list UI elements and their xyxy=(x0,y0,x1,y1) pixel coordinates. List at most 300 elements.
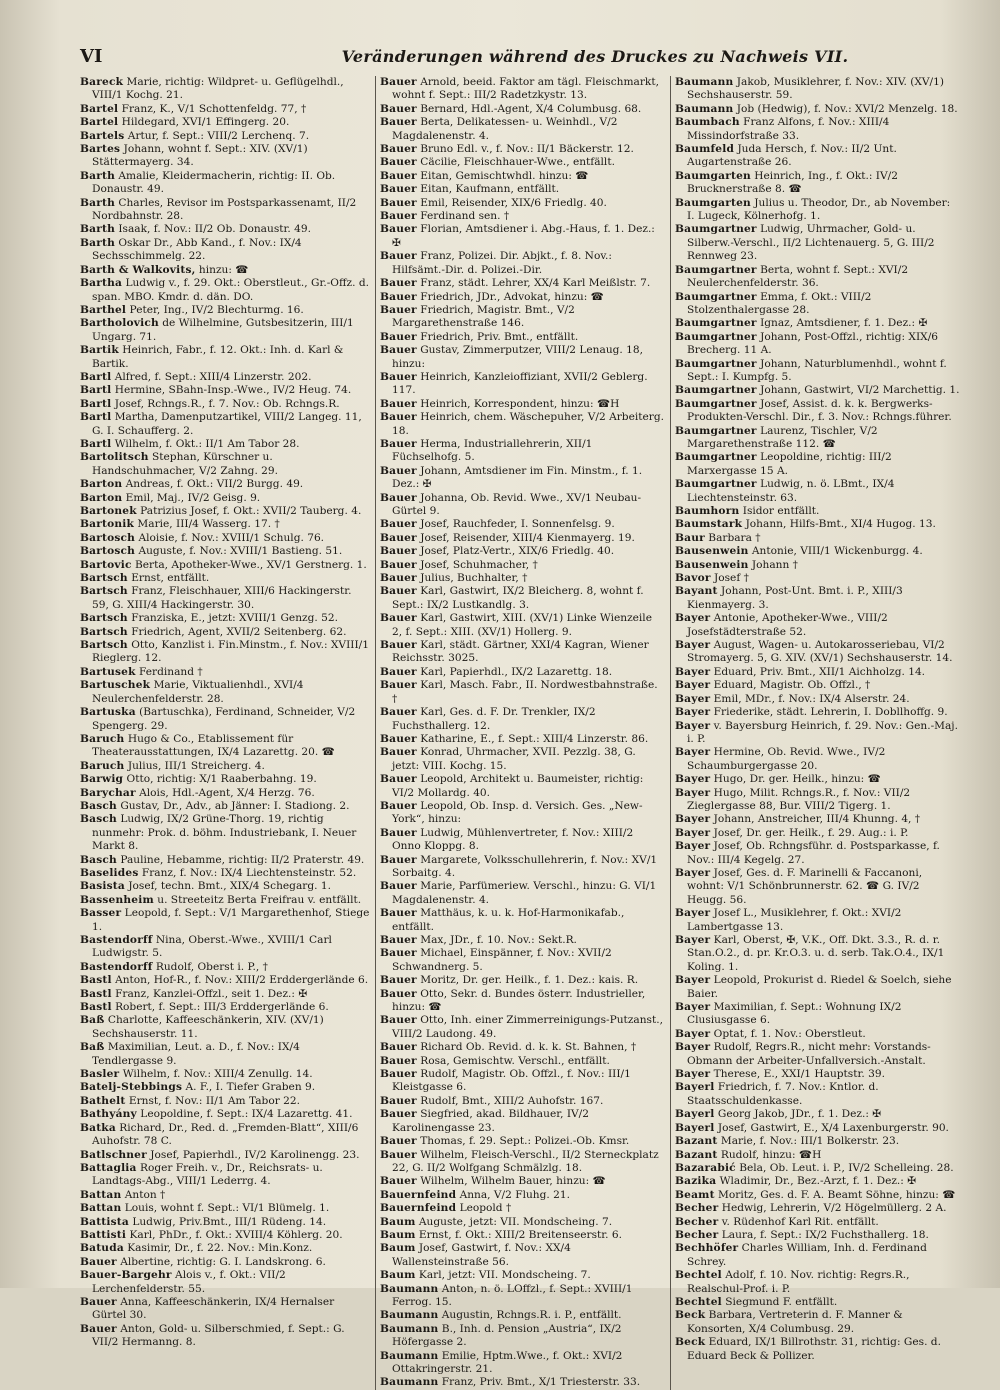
directory-entry xyxy=(380,532,665,545)
entry-details: Augustin, Rchngs.R. i. P., entfällt. xyxy=(441,1309,622,1322)
directory-entry xyxy=(380,1175,665,1188)
entry-details: Leopoldine, f. Sept.: IX/4 Lazarettg. 41. xyxy=(140,1108,353,1121)
entry-details: Barbara, Vertreterin d. F. Manner & Konsorten, X/4 Columbusg. 29. xyxy=(687,1309,903,1335)
entry-surname: Bauer xyxy=(380,639,417,652)
entry-details: Leopoldine, richtig: III/2 Marxergasse 15 A. xyxy=(687,451,892,477)
entry-details: Marie, Parfümeriew. Verschl., hinzu: G. VI/1 Magdalenenstr. 4. xyxy=(392,880,657,906)
entry-details: Rudolf, Oberst i. P., † xyxy=(155,960,268,973)
entry-details: Friedrich, Agent, XVII/2 Seitenberg. 62. xyxy=(131,625,347,638)
directory-entry xyxy=(380,827,665,854)
entry-surname: Bazika xyxy=(675,1175,717,1188)
directory-entry xyxy=(380,250,665,277)
entry-details: Emma, f. Okt.: VIII/2 Stolzenthalergasse 28. xyxy=(687,290,872,316)
entry-details: Ludwig, Priv.Bmt., III/1 Rüdeng. 14. xyxy=(132,1215,327,1228)
entry-surname: Baumann xyxy=(380,1309,439,1322)
directory-entry xyxy=(80,237,370,264)
directory-entry xyxy=(675,116,960,143)
column-2 xyxy=(375,76,665,1390)
entry-surname: Bathyány xyxy=(80,1108,137,1121)
directory-entry xyxy=(380,1283,665,1310)
entry-details: Anton, Hof-R., f. Nov.: XIII/2 Erddergerlände 6. xyxy=(115,974,369,987)
entry-details: Artur, f. Sept.: VIII/2 Lerchenq. 7. xyxy=(127,129,310,142)
entry-surname: Barthel xyxy=(80,303,127,316)
entry-surname: Baum xyxy=(380,1215,416,1228)
entry-surname: Bauer xyxy=(380,799,417,812)
directory-entry xyxy=(80,1256,370,1269)
entry-surname: Battaglia xyxy=(80,1161,137,1174)
entry-details: Otto, Sekr. d. Bundes österr. Industrieller, hinzu: ☎ xyxy=(392,987,646,1014)
entry-surname: Bauer xyxy=(380,679,417,692)
entry-details: Barbara † xyxy=(708,531,761,544)
directory-entry xyxy=(380,666,665,679)
entry-surname: Bauernfeind xyxy=(380,1202,457,1215)
entry-details: Laura, f. Sept.: IX/2 Fuchsthallerg. 18. xyxy=(721,1228,929,1241)
entry-surname: Bauer xyxy=(380,732,417,745)
directory-entry xyxy=(380,277,665,290)
entry-details: Moritz, Ges. d. F. A. Beamt Söhne, hinzu: ☎ xyxy=(718,1188,956,1201)
entry-details: Hedwig, Lehrerin, V/2 Högelmüllerg. 2 A. xyxy=(721,1202,947,1215)
entry-surname: Bayer xyxy=(675,934,711,946)
directory-entry xyxy=(675,1216,960,1229)
directory-entry xyxy=(675,317,960,330)
entry-surname: Bauer xyxy=(380,1054,417,1067)
entry-surname: Bartsch xyxy=(80,625,128,638)
entry-details: Wilhelm, f. Okt.: II/1 Am Tabor 28. xyxy=(114,437,300,450)
entry-details: Johann, Post-Offzl., richtig: XIX/6 Brecherg. 11 A. xyxy=(687,330,939,357)
entry-surname: Bauer xyxy=(380,518,417,531)
directory-entry xyxy=(380,947,665,974)
directory-entry xyxy=(380,1229,665,1242)
entry-surname: Baumann xyxy=(380,1376,439,1389)
entry-details: Cäcilie, Fleischhauer-Wwe., entfällt. xyxy=(420,156,615,169)
entry-details: Johann, wohnt f. Sept.: XIV. (XV/1) Stättermayerg. 34. xyxy=(92,143,308,169)
entry-surname: Bartusek xyxy=(80,665,136,678)
page-header xyxy=(80,46,960,70)
directory-entry xyxy=(380,907,665,934)
entry-surname: Baumgartner xyxy=(675,384,757,397)
entry-details: (Bartuschka), Ferdinand, Schneider, V/2 Spengerg. 29. xyxy=(92,706,356,732)
entry-details: Pauline, Hebamme, richtig: II/2 Praterstr. 49. xyxy=(120,853,365,866)
directory-entry xyxy=(80,1095,370,1108)
entry-details: Emilie, Hptm.Wwe., f. Okt.: XVI/2 Ottakringerstr. 21. xyxy=(392,1349,623,1375)
entry-surname: Bartl xyxy=(80,437,112,450)
directory-entry xyxy=(80,532,370,545)
entry-details: Karl, Oberst, ✠, V.K., Off. Dkt. 3.3., R. d. r. Stan.O.2., d. pr. Kr.O.3. u. d. serb. Tak.O.4., IX/1 Koling. 1. xyxy=(687,934,945,973)
entry-surname: Barth xyxy=(80,169,115,182)
entry-details: Julius u. Theodor, Dr., ab November: I. Lugeck, Kölnerhofg. 1. xyxy=(687,196,951,223)
entry-surname: Bauer xyxy=(380,370,417,383)
directory-entry xyxy=(380,156,665,169)
entry-details: Hugo, Milit. Rchngs.R., f. Nov.: VII/2 Zieglergasse 88, Bur. VIII/2 Tigerg. 1. xyxy=(687,786,911,812)
directory-entry xyxy=(380,746,665,773)
entry-details: Eduard, Magistr. Ob. Offzl., † xyxy=(713,679,871,692)
entry-surname: Basch xyxy=(80,799,117,812)
entry-details: Otto, Inh. einer Zimmerreinigungs-Putzanst., VIII/2 Laudong. 49. xyxy=(392,1014,663,1040)
entry-details: Josef L., Musiklehrer, f. Okt.: XVI/2 Lambertgasse 13. xyxy=(687,907,902,933)
directory-entry xyxy=(80,116,370,129)
entry-surname: Bauer xyxy=(80,1295,117,1308)
entry-surname: Bartel xyxy=(80,102,119,115)
directory-entry xyxy=(80,1068,370,1081)
entry-surname: Bauer xyxy=(380,196,417,209)
entry-details: Julius, Buchhalter, † xyxy=(420,572,528,585)
directory-entry xyxy=(675,197,960,224)
directory-entry xyxy=(80,344,370,371)
entry-surname: Becher xyxy=(675,1228,719,1241)
entry-surname: Baumann xyxy=(675,102,734,115)
entry-surname: Bazant xyxy=(675,1135,718,1148)
directory-entry xyxy=(80,1323,370,1350)
directory-entry xyxy=(675,934,960,974)
entry-surname: Basch xyxy=(80,853,117,866)
directory-entry xyxy=(675,746,960,773)
entry-surname: Barwig xyxy=(80,773,124,786)
entry-surname: Bayer xyxy=(675,746,711,759)
entry-details: Johann † xyxy=(751,558,798,571)
directory-entry xyxy=(380,183,665,196)
directory-entry xyxy=(80,545,370,558)
entry-surname: Bauer xyxy=(380,585,417,598)
entry-details: Berta, wohnt f. Sept.: XVI/2 Neulerchenfelderstr. 36. xyxy=(687,263,909,290)
entry-details: Gustav, Dr., Adv., ab Jänner: I. Stadiong. 2. xyxy=(120,799,350,812)
entry-surname: Bauer xyxy=(380,250,417,263)
entry-details: Georg Jakob, JDr., f. 1. Dez.: ✠ xyxy=(717,1108,882,1121)
directory-entry xyxy=(675,103,960,116)
entry-details: Anna, Kaffeeschänkerin, IX/4 Hernalser Gürtel 30. xyxy=(92,1295,335,1322)
entry-surname: Bausenwein xyxy=(675,558,749,571)
directory-entry xyxy=(80,679,370,706)
entry-surname: Batka xyxy=(80,1121,116,1134)
entry-surname: Bayer xyxy=(675,1027,711,1040)
directory-entry xyxy=(80,880,370,893)
directory-entry xyxy=(675,1135,960,1148)
entry-surname: Bayer xyxy=(675,826,711,839)
directory-entry xyxy=(380,1202,665,1215)
entry-details: Johann, Amtsdiener im Fin. Minstm., f. 1. Dez.: ✠ xyxy=(392,464,643,491)
entry-details: Emil, MDr., f. Nov.: IX/4 Alserstr. 24. xyxy=(713,692,910,705)
directory-entry xyxy=(380,143,665,156)
directory-entry xyxy=(80,223,370,236)
directory-entry xyxy=(80,934,370,961)
directory-entry xyxy=(380,492,665,519)
entry-surname: Bartes xyxy=(80,143,121,156)
entry-details: Heinrich, Korrespondent, hinzu: ☎H xyxy=(420,397,620,410)
directory-entry xyxy=(380,371,665,398)
entry-details: Heinrich, Ing., f. Okt.: IV/2 Brucknerstraße 8. ☎ xyxy=(687,169,898,196)
directory-entry xyxy=(380,103,665,116)
entry-surname: Baumgarten xyxy=(675,169,751,182)
entry-details: Friedrich, JDr., Advokat, hinzu: ☎ xyxy=(420,290,604,303)
directory-entry xyxy=(80,277,370,304)
entry-surname: Bastl xyxy=(80,974,112,987)
directory-entry xyxy=(380,518,665,531)
entry-details: Oskar Dr., Abb Kand., f. Nov.: IX/4 Sechsschimmelg. 22. xyxy=(92,236,302,263)
entry-surname: Bauer xyxy=(380,947,417,960)
directory-entry xyxy=(380,934,665,947)
directory-entry xyxy=(675,572,960,585)
directory-entry xyxy=(80,76,370,103)
directory-entry xyxy=(675,585,960,612)
entry-surname: Barton xyxy=(80,478,123,491)
entry-surname: Bayer xyxy=(675,719,711,732)
entry-details: Siegmund F. entfällt. xyxy=(725,1295,838,1308)
directory-entry xyxy=(80,854,370,867)
directory-entry xyxy=(80,492,370,505)
entry-surname: Bartl xyxy=(80,397,112,410)
directory-entry xyxy=(80,451,370,478)
entry-surname: Bartolitsch xyxy=(80,451,149,464)
directory-entry xyxy=(80,1001,370,1014)
directory-entry xyxy=(80,1162,370,1189)
entry-details: Rudolf, hinzu: ☎H xyxy=(720,1148,822,1161)
directory-entry xyxy=(80,371,370,384)
entry-details: Moritz, Dr. ger. Heilk., f. 1. Dez.: kais. R. xyxy=(420,974,639,987)
directory-entry xyxy=(675,545,960,558)
directory-entry xyxy=(675,1001,960,1028)
entry-surname: Baumgartner xyxy=(675,357,757,370)
entry-details: Alois, Hdl.-Agent, X/4 Herzg. 76. xyxy=(139,786,315,799)
directory-entry xyxy=(380,880,665,907)
directory-entry xyxy=(380,545,665,558)
entry-details: Eitan, Gemischtwhdl. hinzu: ☎ xyxy=(420,169,589,182)
entry-details: Ludwig v., f. 29. Okt.: Oberstleut., Gr.-Offz. d. span. MBO. Kmdr. d. dän. DO. xyxy=(92,277,369,303)
entry-surname: Bayer xyxy=(675,786,711,799)
entry-details: Bela, Ob. Leut. i. P., IV/2 Schelleing. 28. xyxy=(739,1161,954,1174)
directory-entry xyxy=(380,639,665,666)
entry-surname: Bartuska xyxy=(80,706,136,719)
entry-surname: Bauer xyxy=(380,277,417,290)
entry-surname: Bauer xyxy=(380,826,417,839)
directory-entry xyxy=(675,291,960,318)
entry-details: Josef, Assist. d. k. k. Bergwerks-Produkten-Verschl. Dir., f. 3. Nov.: Rchngs.führer. xyxy=(687,397,952,424)
directory-entry xyxy=(80,907,370,934)
directory-entry xyxy=(380,1095,665,1108)
directory-entry xyxy=(80,1189,370,1202)
entry-surname: Battan xyxy=(80,1202,122,1215)
entry-surname: Basser xyxy=(80,907,122,920)
entry-surname: Bauer xyxy=(380,290,417,303)
directory-entry xyxy=(80,733,370,760)
entry-surname: Baur xyxy=(675,531,705,544)
entry-details: Johann, Anstreicher, III/4 Khunng. 4, † xyxy=(713,813,921,826)
entry-details: A. F., I. Tiefer Graben 9. xyxy=(185,1081,316,1094)
entry-details: Johann, Naturblumenhdl., wohnt f. Sept.: I. Kumpfg. 5. xyxy=(687,357,947,383)
directory-entry xyxy=(675,384,960,397)
entry-details: Karl, Ges. d. F. Dr. Trenkler, IX/2 Fuchsthallerg. 12. xyxy=(392,706,596,732)
directory-entry xyxy=(80,1122,370,1149)
directory-entry xyxy=(80,1269,370,1296)
entry-details: Nina, Oberst.-Wwe., XVIII/1 Carl Ludwigstr. 5. xyxy=(92,934,332,960)
directory-entry xyxy=(380,170,665,183)
entry-surname: Becher xyxy=(675,1215,719,1228)
entry-details: Franz Alfons, f. Nov.: XIII/4 Missindorfstraße 33. xyxy=(687,116,890,142)
entry-surname: Bartsch xyxy=(80,585,128,598)
entry-details: Isaak, f. Nov.: II/2 Ob. Donaustr. 49. xyxy=(118,223,311,236)
entry-details: Ludwig, Uhrmacher, Gold- u. Silberw.-Verschl., II/2 Lichtenauerg. 5, G. III/2 Rennweg 23. xyxy=(687,223,935,263)
entry-details: Gustav, Zimmerputzer, VIII/2 Lenaug. 18, hinzu: xyxy=(392,344,644,370)
entry-surname: Bauer xyxy=(380,853,417,866)
entry-surname: Bauer xyxy=(380,1108,417,1121)
directory-entry xyxy=(380,612,665,639)
directory-entry xyxy=(675,1242,960,1269)
entry-surname: Batuda xyxy=(80,1242,124,1255)
entry-surname: Bartl xyxy=(80,384,112,397)
directory-entry xyxy=(80,1216,370,1229)
entry-surname: Bauer xyxy=(380,330,417,343)
directory-entry xyxy=(675,666,960,679)
entry-surname: Battan xyxy=(80,1188,122,1201)
entry-details: v. Rüdenhof Karl Rit. entfällt. xyxy=(721,1215,879,1228)
directory-entry xyxy=(80,706,370,733)
directory-entry xyxy=(380,1350,665,1377)
entry-surname: Baruch xyxy=(80,732,125,745)
entry-details: Robert, f. Sept.: III/3 Erddergerlände 6. xyxy=(115,1001,329,1014)
entry-details: Anton, n. ö. LOffzl., f. Sept.: XVIII/1 Ferrog. 15. xyxy=(392,1282,633,1308)
entry-details: Albertine, richtig: G. I. Landskrong. 6. xyxy=(120,1255,326,1268)
directory-entry xyxy=(380,974,665,987)
directory-entry xyxy=(380,733,665,746)
entry-details: Ludwig, n. ö. LBmt., IX/4 Liechtensteinstr. 63. xyxy=(687,478,895,504)
directory-entry xyxy=(675,358,960,385)
entry-surname: Bartholovich xyxy=(80,317,159,330)
entry-surname: Bauer xyxy=(380,116,417,129)
directory-entry xyxy=(80,639,370,666)
entry-surname: Bauer xyxy=(380,397,417,410)
directory-entry xyxy=(380,438,665,465)
entry-surname: Bassenheim xyxy=(80,893,154,906)
entry-details: Friedrich, Priv. Bmt., entfällt. xyxy=(420,330,579,343)
entry-details: Friedrich, Magistr. Bmt., V/2 Margarethenstraße 146. xyxy=(392,303,575,330)
entry-details: Konrad, Uhrmacher, XVII. Pezzlg. 38, G. jetzt: VIII. Kochg. 15. xyxy=(392,746,636,772)
directory-entry xyxy=(675,1068,960,1081)
entry-details: Alois v., f. Okt.: VII/2 Lerchenfelderstr. 55. xyxy=(92,1269,286,1295)
entry-surname: Bayer xyxy=(675,706,711,719)
entry-details: Hildegard, XVI/1 Effingerg. 20. xyxy=(121,116,290,129)
entry-surname: Bauer xyxy=(380,156,417,169)
entry-surname: Bavor xyxy=(675,572,711,585)
entry-surname: Bartik xyxy=(80,344,119,357)
entry-details: Berta, Delikatessen- u. Weinhdl., V/2 Magdalenenstr. 4. xyxy=(392,116,618,142)
entry-details: Maximilian, Leut. a. D., f. Nov.: IX/4 Tendlergasse 9. xyxy=(92,1041,300,1067)
entry-details: Josef, Platz-Vertr., XIX/6 Friedlg. 40. xyxy=(420,545,615,558)
entry-details: Josef, Gastwirt, E., X/4 Laxenburgerstr. 90. xyxy=(717,1121,949,1134)
entry-details: Aloisie, f. Nov.: XVIII/1 Schulg. 76. xyxy=(138,531,325,544)
directory-entry xyxy=(675,170,960,197)
entry-details: Karl, jetzt: VII. Mondscheing. 7. xyxy=(418,1269,591,1282)
entry-details: Max, JDr., f. 10. Nov.: Sekt.R. xyxy=(420,934,577,946)
entry-surname: Batlschner xyxy=(80,1148,147,1161)
entry-details: Karl, städt. Gärtner, XXI/4 Kagran, Wiener Reichsstr. 3025. xyxy=(392,639,649,665)
entry-surname: Bauer xyxy=(80,1322,117,1335)
entry-details: Thomas, f. 29. Sept.: Polizei.-Ob. Kmsr. xyxy=(420,1135,630,1148)
directory-entry xyxy=(380,304,665,331)
directory-entry xyxy=(80,264,370,277)
entry-details: Berta, Apotheker-Wwe., XV/1 Gerstnerg. 1. xyxy=(134,558,367,571)
entry-surname: Bartl xyxy=(80,411,112,424)
entry-surname: Bauer xyxy=(380,665,417,678)
entry-details: u. Streeteitz Berta Freifrau v. entfällt. xyxy=(157,893,362,906)
directory-entry xyxy=(675,639,960,666)
directory-entry xyxy=(80,961,370,974)
entry-surname: Baumgartner xyxy=(675,478,757,491)
entry-surname: Bauer xyxy=(380,344,417,357)
directory-entry xyxy=(380,1376,665,1389)
entry-surname: Bayer xyxy=(675,1001,711,1014)
entry-surname: Bauer xyxy=(380,1175,417,1188)
directory-entry xyxy=(80,1014,370,1041)
directory-entry xyxy=(675,1041,960,1068)
directory-entry xyxy=(80,1081,370,1094)
entry-details: Leopold, Ob. Insp. d. Versich. Ges. „New-York“, hinzu: xyxy=(392,799,643,826)
entry-surname: Baumann xyxy=(675,76,734,88)
entry-surname: Bayer xyxy=(675,773,711,786)
directory-entry xyxy=(80,103,370,116)
entry-details: Karl, PhDr., f. Okt.: XVIII/4 Köhlerg. 20. xyxy=(129,1228,343,1241)
directory-entry xyxy=(80,988,370,1001)
directory-entry xyxy=(675,1269,960,1296)
entry-surname: Bauer xyxy=(380,210,417,223)
directory-entry xyxy=(380,465,665,492)
entry-details: Alfred, f. Sept.: XIII/4 Linzerstr. 202. xyxy=(114,370,312,383)
entry-surname: Bayer xyxy=(675,692,711,705)
entry-surname: Battista xyxy=(80,1215,129,1228)
entry-details: Leopold, Architekt u. Baumeister, richtig: VI/2 Mollardg. 40. xyxy=(392,773,644,799)
entry-surname: Bayer xyxy=(675,679,711,692)
entry-details: Franz, städt. Lehrer, XX/4 Karl Meißlstr. 7. xyxy=(420,277,651,290)
entry-surname: Bareck xyxy=(80,76,124,88)
entry-details: Josef, Rauchfeder, I. Sonnenfelsg. 9. xyxy=(420,518,615,531)
directory-entry xyxy=(380,1242,665,1269)
entry-surname: Bauer xyxy=(380,1094,417,1107)
column-3 xyxy=(670,76,960,1390)
directory-entry xyxy=(80,559,370,572)
directory-entry xyxy=(380,1135,665,1148)
entry-surname: Baumgartner xyxy=(675,263,757,276)
directory-entry xyxy=(380,76,665,103)
entry-details: Ernst, entfällt. xyxy=(131,572,210,585)
entry-details: Franziska, E., jetzt: XVIII/1 Genzg. 52. xyxy=(131,612,338,625)
entry-surname: Barychar xyxy=(80,786,136,799)
directory-entry xyxy=(80,666,370,679)
directory-entry xyxy=(675,787,960,814)
directory-entry xyxy=(80,894,370,907)
directory-entry xyxy=(380,854,665,881)
entry-details: Auguste, jetzt: VII. Mondscheing. 7. xyxy=(418,1215,613,1228)
entry-details: Josef, Rchngs.R., f. 7. Nov.: Ob. Rchngs.R. xyxy=(114,397,340,410)
entry-surname: Baumgartner xyxy=(675,290,757,303)
entry-details: Heinrich, Fabr., f. 12. Okt.: Inh. d. Karl & Bartik. xyxy=(92,344,344,370)
entry-details: Marie, Viktualienhdl., XVI/4 Neulerchenfelderstr. 28. xyxy=(92,679,304,705)
entry-surname: Bauer xyxy=(380,880,417,893)
directory-entry xyxy=(380,331,665,344)
entry-details: Heinrich, Kanzleioffiziant, XVII/2 Geblerg. 117. xyxy=(392,370,648,397)
entry-details: Marie, III/4 Wasserg. 17. † xyxy=(137,518,280,531)
entry-surname: Baumstark xyxy=(675,518,743,531)
entry-details: Siegfried, akad. Bildhauer, IV/2 Karolinengasse 23. xyxy=(392,1108,589,1134)
directory-entry xyxy=(80,518,370,531)
directory-entry xyxy=(675,720,960,747)
entry-surname: Baumbach xyxy=(675,116,740,129)
entry-details: Friederike, städt. Lehrerin, I. Dobllhoffg. 9. xyxy=(713,706,948,719)
directory-entry xyxy=(675,840,960,867)
entry-surname: Battisti xyxy=(80,1228,127,1241)
entry-details: Matthäus, k. u. k. Hof-Harmonikafab., entfällt. xyxy=(392,907,625,933)
entry-surname: Bauer xyxy=(380,545,417,558)
directory-entry xyxy=(380,572,665,585)
entry-details: Katharine, E., f. Sept.: XIII/4 Linzerstr. 86. xyxy=(420,732,649,745)
entry-details: Eduard, IX/1 Billrothstr. 31, richtig: Ges. d. Eduard Beck & Pollizer. xyxy=(687,1336,941,1362)
directory-entry xyxy=(80,411,370,438)
